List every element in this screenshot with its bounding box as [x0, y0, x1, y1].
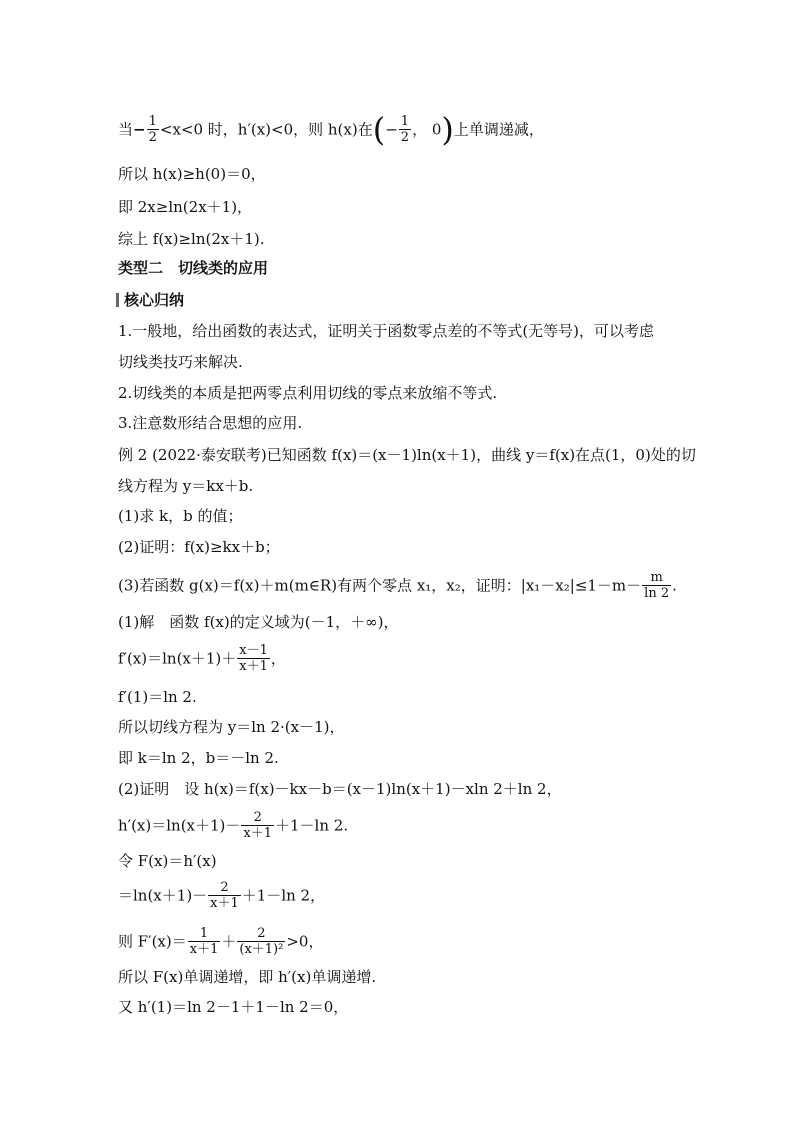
text-fragment: <x<0 时，h′(x)<0，则 h(x)在 — [159, 120, 373, 139]
right-paren: ) — [441, 110, 454, 149]
proof-line-5 — [118, 926, 323, 957]
text-fragment: ＋ — [221, 932, 237, 951]
subheading-label: 核心归纳 — [124, 291, 185, 309]
proof-line-3: 令 F(x)＝h′(x) — [118, 852, 217, 870]
text-line-1 — [118, 110, 544, 149]
proof-line-6: 所以 F(x)单调递增，即 h′(x)单调递增. — [118, 968, 377, 986]
example-statement-line-1: 例 2 (2022·泰安联考)已知函数 f(x)＝(x－1)ln(x＋1)，曲线 y＝f(x)在点(1，0)处的切 — [118, 446, 696, 464]
text-fragment: ＝ln(x＋1)－ — [118, 886, 208, 905]
proof-line-7: 又 h′(1)＝ln 2－1＋1－ln 2＝0， — [118, 998, 349, 1016]
fraction — [399, 114, 411, 145]
text-fragment: ， 0 — [412, 120, 442, 139]
fraction-denominator: (x＋1)² — [239, 942, 284, 957]
solution-line-4: 所以切线方程为 y＝ln 2·(x－1)， — [118, 718, 345, 736]
text-fragment: ＋1－ln 2， — [241, 886, 326, 905]
fraction-denominator: 2 — [148, 130, 157, 145]
solution-line-2 — [118, 643, 286, 674]
text-fragment: 则 F′(x)＝ — [118, 932, 187, 951]
example-question-3 — [118, 570, 677, 601]
fraction-denominator: ln 2 — [644, 586, 670, 601]
left-paren: ( — [372, 110, 386, 149]
solution-line-5: 即 k＝ln 2，b＝－ln 2. — [118, 749, 279, 767]
minus-sign: − — [133, 120, 146, 139]
example-question-2: (2)证明：f(x)≥kx＋b； — [118, 538, 280, 556]
minus-sign: − — [385, 120, 398, 139]
fraction-numerator: 1 — [400, 114, 410, 129]
text-fragment: 上单调递减， — [453, 120, 544, 139]
text-fragment: (3)若函数 g(x)＝f(x)＋m(m∈R)有两个零点 x₁，x₂，证明：|x₁－x₂|≤1－m－ — [118, 576, 642, 595]
fraction-denominator: x＋1 — [239, 659, 268, 674]
text-line-3: 即 2x≥ln(2x＋1)， — [118, 198, 253, 216]
text-fragment: >0， — [286, 932, 324, 951]
fraction — [642, 570, 671, 601]
fraction — [147, 114, 159, 145]
proof-line-2 — [118, 810, 348, 841]
proof-line-1: (2)证明 设 h(x)＝f(x)－kx－b＝(x－1)ln(x＋1)－xln 2＋ln 2， — [118, 780, 562, 798]
solution-line-3: f′(1)＝ln 2. — [118, 688, 197, 706]
fraction — [237, 926, 285, 957]
text-line-8: 切线类技巧来解决. — [118, 353, 243, 371]
subheading-core-summary — [116, 289, 184, 311]
fraction-numerator: 2 — [237, 926, 285, 942]
text-fragment: h′(x)＝ln(x＋1)－ — [118, 816, 241, 835]
fraction-numerator: 1 — [148, 114, 157, 129]
fraction — [237, 643, 270, 674]
fraction-denominator: x＋1 — [189, 942, 219, 957]
fraction-numerator: 2 — [241, 810, 274, 826]
text-fragment: f′(x)＝ln(x＋1)＋ — [118, 649, 237, 668]
fraction-denominator: 2 — [400, 130, 410, 145]
text-line-10: 3.注意数形结合思想的应用. — [118, 414, 303, 432]
text-fragment: ， — [270, 649, 286, 668]
text-line-7: 1.一般地，给出函数的表达式，证明关于函数零点差的不等式(无等号)，可以考虑 — [118, 322, 655, 340]
example-statement-line-2: 线方程为 y＝kx＋b. — [118, 477, 254, 495]
fraction — [188, 926, 221, 957]
heading-bar-icon — [116, 293, 119, 307]
fraction — [241, 810, 274, 841]
text-fragment: 当 — [118, 120, 134, 139]
text-line-4: 综上 f(x)≥ln(2x＋1). — [118, 230, 265, 248]
section-heading: 类型二 切线类的应用 — [118, 259, 269, 277]
text-line-9: 2.切线类的本质是把两零点利用切线的零点来放缩不等式. — [118, 384, 498, 402]
text-fragment: . — [672, 576, 677, 595]
fraction-numerator: x－1 — [239, 643, 268, 658]
fraction-denominator: x＋1 — [243, 826, 273, 841]
text-line-2: 所以 h(x)≥h(0)＝0， — [118, 165, 266, 183]
fraction — [208, 880, 241, 911]
example-question-1: (1)求 k，b 的值； — [118, 507, 243, 525]
fraction-numerator: 2 — [208, 880, 241, 896]
proof-line-4 — [118, 880, 325, 911]
fraction-numerator: m — [642, 570, 671, 586]
solution-line-1: (1)解 函数 f(x)的定义域为(－1，＋∞)， — [118, 613, 399, 631]
fraction-denominator: x＋1 — [210, 896, 239, 911]
fraction-numerator: 1 — [188, 926, 221, 942]
text-fragment: ＋1－ln 2. — [275, 816, 349, 835]
